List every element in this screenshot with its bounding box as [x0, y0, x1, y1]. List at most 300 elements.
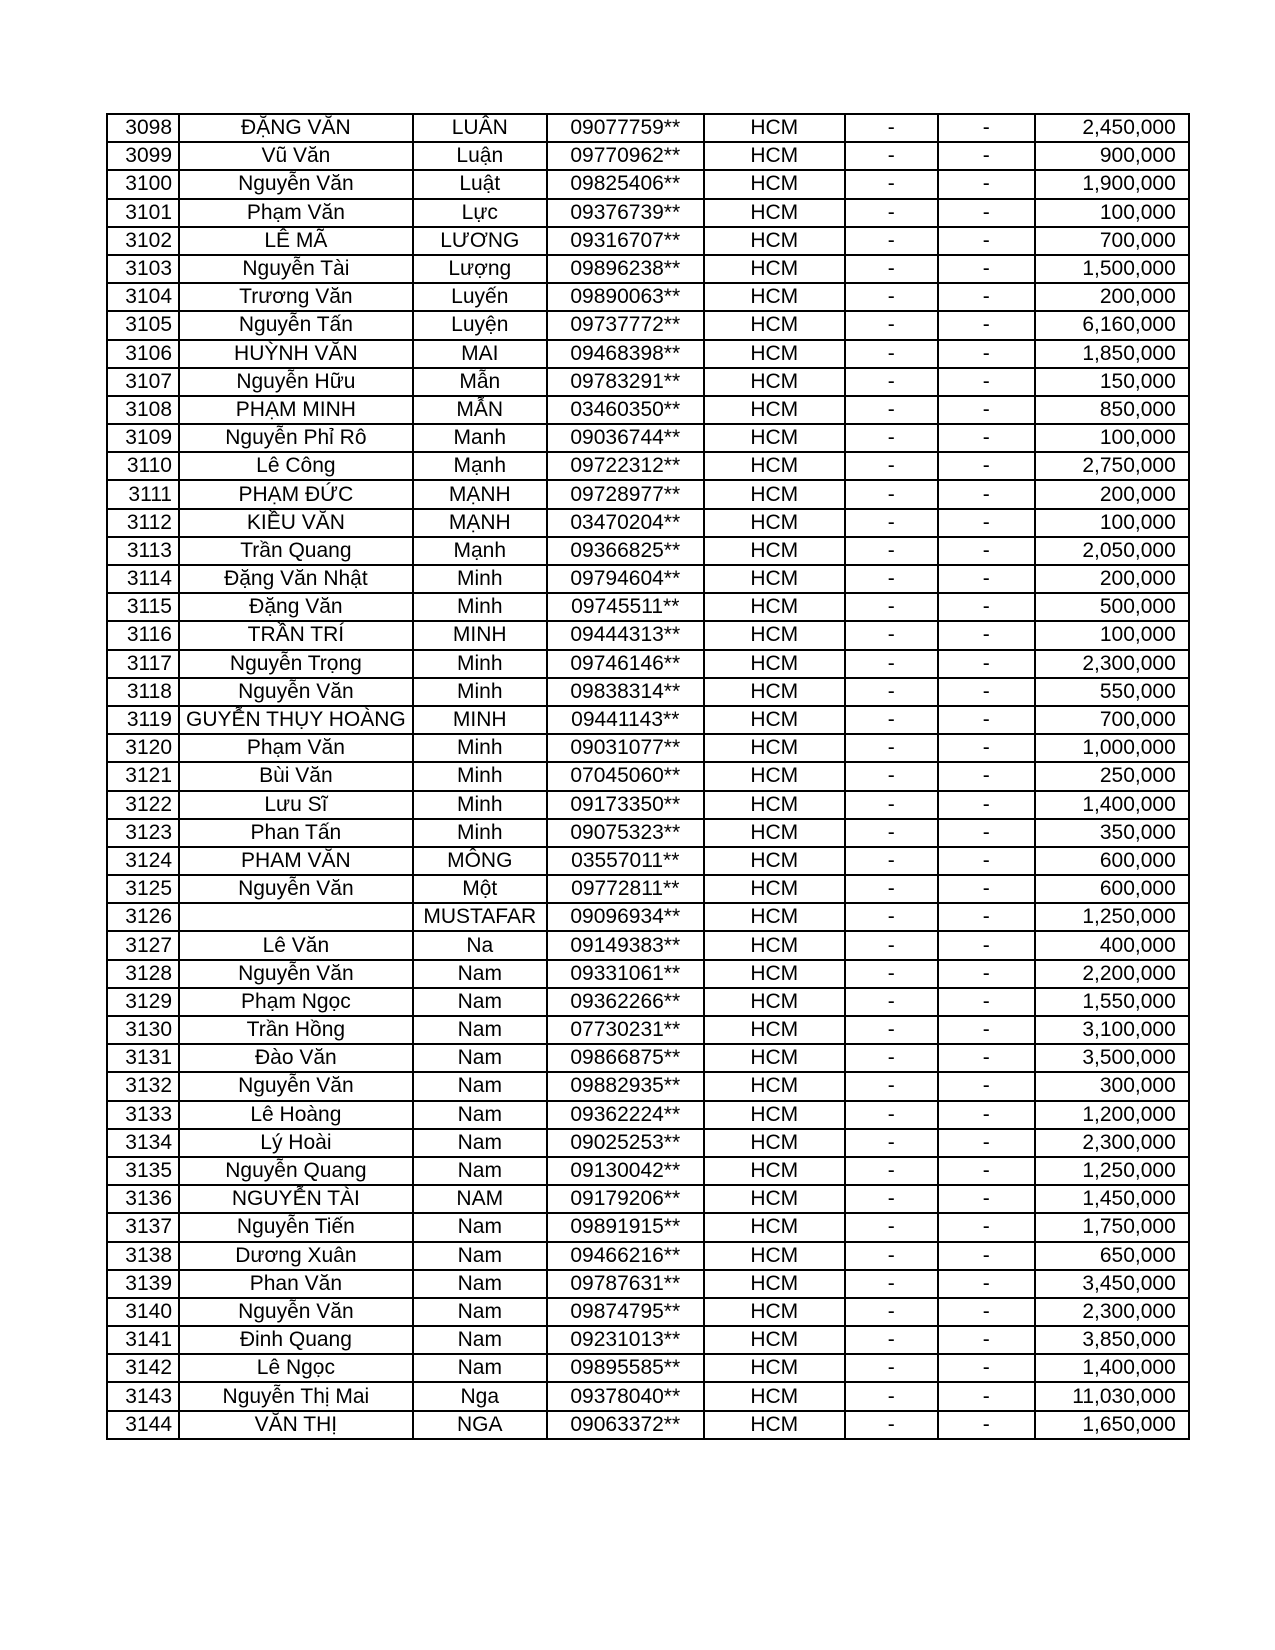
- city-cell: HCM: [704, 1382, 845, 1410]
- amount-cell: 1,750,000: [1035, 1213, 1189, 1241]
- phone-cell: 09468398**: [547, 340, 704, 368]
- first-name-cell: Nga: [413, 1382, 547, 1410]
- phone-cell: 09149383**: [547, 931, 704, 959]
- phone-cell: 09722312**: [547, 452, 704, 480]
- first-name-cell: MINH: [413, 621, 547, 649]
- table-row: [107, 452, 1189, 480]
- first-name-cell: MẠNH: [413, 480, 547, 508]
- row-number: 3124: [107, 847, 179, 875]
- first-name-cell: Mẫn: [413, 368, 547, 396]
- amount-cell: 2,750,000: [1035, 452, 1189, 480]
- row-number: 3102: [107, 227, 179, 255]
- first-name-cell: Minh: [413, 819, 547, 847]
- last-name-cell: Dương Xuân: [179, 1242, 413, 1270]
- dash-cell: -: [845, 480, 938, 508]
- dash-cell: -: [845, 1044, 938, 1072]
- dash-cell: -: [845, 931, 938, 959]
- table-row: [107, 424, 1189, 452]
- city-cell: HCM: [704, 1411, 845, 1439]
- phone-cell: 09376739**: [547, 199, 704, 227]
- dash-cell: -: [845, 706, 938, 734]
- table-row: [107, 819, 1189, 847]
- dash-cell: -: [938, 537, 1035, 565]
- last-name-cell: NGUYỄN TÀI: [179, 1185, 413, 1213]
- first-name-cell: NGA: [413, 1411, 547, 1439]
- dash-cell: -: [845, 1213, 938, 1241]
- phone-cell: 09063372**: [547, 1411, 704, 1439]
- amount-cell: 700,000: [1035, 706, 1189, 734]
- last-name-cell: Nguyễn Tấn: [179, 311, 413, 339]
- dash-cell: -: [845, 170, 938, 198]
- amount-cell: 100,000: [1035, 509, 1189, 537]
- dash-cell: -: [845, 593, 938, 621]
- table-row: [107, 931, 1189, 959]
- dash-cell: -: [938, 650, 1035, 678]
- row-number: 3105: [107, 311, 179, 339]
- dash-cell: -: [845, 819, 938, 847]
- row-number: 3132: [107, 1072, 179, 1100]
- table-row: [107, 1411, 1189, 1439]
- last-name-cell: Nguyễn Hữu: [179, 368, 413, 396]
- row-number: 3101: [107, 199, 179, 227]
- dash-cell: -: [845, 565, 938, 593]
- last-name-cell: Đặng Văn Nhật: [179, 565, 413, 593]
- phone-cell: 09077759**: [547, 114, 704, 142]
- table-row: [107, 593, 1189, 621]
- first-name-cell: Nam: [413, 1213, 547, 1241]
- first-name-cell: Luyến: [413, 283, 547, 311]
- amount-cell: 200,000: [1035, 565, 1189, 593]
- city-cell: HCM: [704, 1101, 845, 1129]
- city-cell: HCM: [704, 706, 845, 734]
- dash-cell: -: [845, 1157, 938, 1185]
- last-name-cell: GUYỄN THỤY HOÀNG: [179, 706, 413, 734]
- last-name-cell: HUỲNH VĂN: [179, 340, 413, 368]
- city-cell: HCM: [704, 988, 845, 1016]
- city-cell: HCM: [704, 903, 845, 931]
- city-cell: HCM: [704, 311, 845, 339]
- first-name-cell: Minh: [413, 762, 547, 790]
- row-number: 3120: [107, 734, 179, 762]
- city-cell: HCM: [704, 480, 845, 508]
- city-cell: HCM: [704, 931, 845, 959]
- dash-cell: -: [938, 142, 1035, 170]
- last-name-cell: Nguyễn Văn: [179, 170, 413, 198]
- dash-cell: -: [938, 791, 1035, 819]
- city-cell: HCM: [704, 1157, 845, 1185]
- first-name-cell: Lượng: [413, 255, 547, 283]
- row-number: 3122: [107, 791, 179, 819]
- phone-cell: 09746146**: [547, 650, 704, 678]
- city-cell: HCM: [704, 593, 845, 621]
- first-name-cell: Nam: [413, 1129, 547, 1157]
- last-name-cell: Trần Hồng: [179, 1016, 413, 1044]
- row-number: 3135: [107, 1157, 179, 1185]
- dash-cell: -: [938, 199, 1035, 227]
- table-row: [107, 988, 1189, 1016]
- dash-cell: -: [938, 903, 1035, 931]
- first-name-cell: LƯƠNG: [413, 227, 547, 255]
- dash-cell: -: [938, 1326, 1035, 1354]
- last-name-cell: ĐẶNG VĂN: [179, 114, 413, 142]
- row-number: 3104: [107, 283, 179, 311]
- amount-cell: 350,000: [1035, 819, 1189, 847]
- dash-cell: -: [938, 452, 1035, 480]
- table-row: [107, 903, 1189, 931]
- table-row: [107, 340, 1189, 368]
- row-number: 3140: [107, 1298, 179, 1326]
- amount-cell: 1,400,000: [1035, 791, 1189, 819]
- row-number: 3129: [107, 988, 179, 1016]
- city-cell: HCM: [704, 1016, 845, 1044]
- phone-cell: 09231013**: [547, 1326, 704, 1354]
- phone-cell: 09096934**: [547, 903, 704, 931]
- table-row: [107, 1213, 1189, 1241]
- phone-cell: 09025253**: [547, 1129, 704, 1157]
- dash-cell: -: [845, 1382, 938, 1410]
- table-row: [107, 650, 1189, 678]
- last-name-cell: Phan Tấn: [179, 819, 413, 847]
- city-cell: HCM: [704, 255, 845, 283]
- dash-cell: -: [845, 1185, 938, 1213]
- phone-cell: 09362224**: [547, 1101, 704, 1129]
- row-number: 3106: [107, 340, 179, 368]
- row-number: 3113: [107, 537, 179, 565]
- last-name-cell: LÊ MÃ: [179, 227, 413, 255]
- dash-cell: -: [938, 1242, 1035, 1270]
- amount-cell: 3,850,000: [1035, 1326, 1189, 1354]
- dash-cell: -: [845, 142, 938, 170]
- dash-cell: -: [938, 340, 1035, 368]
- dash-cell: -: [845, 199, 938, 227]
- table-row: [107, 1382, 1189, 1410]
- city-cell: HCM: [704, 762, 845, 790]
- amount-cell: 250,000: [1035, 762, 1189, 790]
- table-row: [107, 537, 1189, 565]
- amount-cell: 300,000: [1035, 1072, 1189, 1100]
- phone-cell: 03460350**: [547, 396, 704, 424]
- dash-cell: -: [938, 227, 1035, 255]
- amount-cell: 100,000: [1035, 199, 1189, 227]
- dash-cell: -: [938, 396, 1035, 424]
- row-number: 3115: [107, 593, 179, 621]
- table-row: [107, 875, 1189, 903]
- city-cell: HCM: [704, 114, 845, 142]
- dash-cell: -: [938, 480, 1035, 508]
- dash-cell: -: [938, 170, 1035, 198]
- city-cell: HCM: [704, 537, 845, 565]
- row-number: 3111: [107, 480, 179, 508]
- city-cell: HCM: [704, 1129, 845, 1157]
- first-name-cell: Luật: [413, 170, 547, 198]
- first-name-cell: Nam: [413, 1072, 547, 1100]
- phone-cell: 09728977**: [547, 480, 704, 508]
- last-name-cell: Lý Hoài: [179, 1129, 413, 1157]
- amount-cell: 2,450,000: [1035, 114, 1189, 142]
- table-row: [107, 227, 1189, 255]
- dash-cell: -: [938, 1185, 1035, 1213]
- table-row: [107, 170, 1189, 198]
- phone-cell: 09874795**: [547, 1298, 704, 1326]
- dash-cell: -: [938, 847, 1035, 875]
- phone-cell: 09838314**: [547, 678, 704, 706]
- last-name-cell: Nguyễn Trọng: [179, 650, 413, 678]
- last-name-cell: Nguyễn Tiến: [179, 1213, 413, 1241]
- first-name-cell: Nam: [413, 1157, 547, 1185]
- row-number: 3133: [107, 1101, 179, 1129]
- table-row: [107, 480, 1189, 508]
- last-name-cell: Nguyễn Phỉ Rô: [179, 424, 413, 452]
- table-row: [107, 678, 1189, 706]
- city-cell: HCM: [704, 565, 845, 593]
- phone-cell: 03557011**: [547, 847, 704, 875]
- table-row: [107, 1242, 1189, 1270]
- phone-cell: 09179206**: [547, 1185, 704, 1213]
- dash-cell: -: [938, 988, 1035, 1016]
- phone-cell: 09745511**: [547, 593, 704, 621]
- amount-cell: 1,250,000: [1035, 1157, 1189, 1185]
- dash-cell: -: [938, 114, 1035, 142]
- dash-cell: -: [845, 847, 938, 875]
- amount-cell: 2,300,000: [1035, 650, 1189, 678]
- table-body: [107, 114, 1189, 1439]
- last-name-cell: TRẦN TRÍ: [179, 621, 413, 649]
- phone-cell: 09772811**: [547, 875, 704, 903]
- amount-cell: 1,900,000: [1035, 170, 1189, 198]
- last-name-cell: Nguyễn Văn: [179, 1072, 413, 1100]
- table-row: [107, 706, 1189, 734]
- first-name-cell: MẠNH: [413, 509, 547, 537]
- first-name-cell: Manh: [413, 424, 547, 452]
- dash-cell: -: [938, 1382, 1035, 1410]
- phone-cell: 09825406**: [547, 170, 704, 198]
- dash-cell: -: [938, 762, 1035, 790]
- first-name-cell: LUÂN: [413, 114, 547, 142]
- city-cell: HCM: [704, 1185, 845, 1213]
- dash-cell: -: [938, 1101, 1035, 1129]
- city-cell: HCM: [704, 1270, 845, 1298]
- city-cell: HCM: [704, 1072, 845, 1100]
- dash-cell: -: [845, 1072, 938, 1100]
- last-name-cell: Nguyễn Văn: [179, 960, 413, 988]
- table-row: [107, 396, 1189, 424]
- phone-cell: 09378040**: [547, 1382, 704, 1410]
- phone-cell: 09737772**: [547, 311, 704, 339]
- row-number: 3117: [107, 650, 179, 678]
- dash-cell: -: [938, 1270, 1035, 1298]
- dash-cell: -: [845, 368, 938, 396]
- dash-cell: -: [845, 960, 938, 988]
- amount-cell: 2,200,000: [1035, 960, 1189, 988]
- row-number: 3131: [107, 1044, 179, 1072]
- last-name-cell: Lê Văn: [179, 931, 413, 959]
- dash-cell: -: [845, 621, 938, 649]
- city-cell: HCM: [704, 960, 845, 988]
- dash-cell: -: [938, 565, 1035, 593]
- dash-cell: -: [938, 875, 1035, 903]
- table-row: [107, 1298, 1189, 1326]
- last-name-cell: KIỀU VĂN: [179, 509, 413, 537]
- dash-cell: -: [938, 706, 1035, 734]
- phone-cell: 09130042**: [547, 1157, 704, 1185]
- last-name-cell: PHẠM ĐỨC: [179, 480, 413, 508]
- dash-cell: -: [938, 368, 1035, 396]
- table-row: [107, 114, 1189, 142]
- phone-cell: 09891915**: [547, 1213, 704, 1241]
- dash-cell: -: [938, 424, 1035, 452]
- dash-cell: -: [938, 509, 1035, 537]
- city-cell: HCM: [704, 509, 845, 537]
- row-number: 3130: [107, 1016, 179, 1044]
- city-cell: HCM: [704, 227, 845, 255]
- table-row: [107, 368, 1189, 396]
- first-name-cell: Na: [413, 931, 547, 959]
- row-number: 3128: [107, 960, 179, 988]
- first-name-cell: Minh: [413, 791, 547, 819]
- table-row: [107, 1101, 1189, 1129]
- city-cell: HCM: [704, 1242, 845, 1270]
- city-cell: HCM: [704, 1354, 845, 1382]
- city-cell: HCM: [704, 847, 845, 875]
- amount-cell: 3,500,000: [1035, 1044, 1189, 1072]
- last-name-cell: Lê Công: [179, 452, 413, 480]
- dash-cell: -: [938, 621, 1035, 649]
- row-number: 3136: [107, 1185, 179, 1213]
- table-row: [107, 1326, 1189, 1354]
- table-row: [107, 509, 1189, 537]
- amount-cell: 600,000: [1035, 847, 1189, 875]
- row-number: 3144: [107, 1411, 179, 1439]
- row-number: 3143: [107, 1382, 179, 1410]
- dash-cell: -: [845, 734, 938, 762]
- first-name-cell: MÔNG: [413, 847, 547, 875]
- amount-cell: 550,000: [1035, 678, 1189, 706]
- dash-cell: -: [845, 1016, 938, 1044]
- dash-cell: -: [938, 1354, 1035, 1382]
- amount-cell: 1,500,000: [1035, 255, 1189, 283]
- dash-cell: -: [845, 1270, 938, 1298]
- dash-cell: -: [938, 1129, 1035, 1157]
- first-name-cell: Nam: [413, 1354, 547, 1382]
- amount-cell: 3,100,000: [1035, 1016, 1189, 1044]
- row-number: 3119: [107, 706, 179, 734]
- dash-cell: -: [845, 283, 938, 311]
- last-name-cell: PHAM VĂN: [179, 847, 413, 875]
- dash-cell: -: [845, 509, 938, 537]
- row-number: 3142: [107, 1354, 179, 1382]
- dash-cell: -: [938, 1298, 1035, 1326]
- row-number: 3127: [107, 931, 179, 959]
- amount-cell: 1,650,000: [1035, 1411, 1189, 1439]
- data-table: [106, 113, 1190, 1440]
- amount-cell: 900,000: [1035, 142, 1189, 170]
- dash-cell: -: [845, 452, 938, 480]
- first-name-cell: Luyện: [413, 311, 547, 339]
- dash-cell: -: [845, 1298, 938, 1326]
- phone-cell: 09362266**: [547, 988, 704, 1016]
- table-row: [107, 960, 1189, 988]
- first-name-cell: Minh: [413, 593, 547, 621]
- amount-cell: 200,000: [1035, 480, 1189, 508]
- dash-cell: -: [938, 1044, 1035, 1072]
- last-name-cell: Vũ Văn: [179, 142, 413, 170]
- first-name-cell: Nam: [413, 988, 547, 1016]
- last-name-cell: Nguyễn Văn: [179, 1298, 413, 1326]
- table-row: [107, 199, 1189, 227]
- row-number: 3118: [107, 678, 179, 706]
- amount-cell: 1,550,000: [1035, 988, 1189, 1016]
- phone-cell: 09890063**: [547, 283, 704, 311]
- dash-cell: -: [938, 734, 1035, 762]
- amount-cell: 400,000: [1035, 931, 1189, 959]
- dash-cell: -: [938, 960, 1035, 988]
- row-number: 3107: [107, 368, 179, 396]
- dash-cell: -: [845, 988, 938, 1016]
- table-row: [107, 1129, 1189, 1157]
- first-name-cell: Minh: [413, 734, 547, 762]
- dash-cell: -: [938, 1411, 1035, 1439]
- table-row: [107, 847, 1189, 875]
- amount-cell: 11,030,000: [1035, 1382, 1189, 1410]
- amount-cell: 650,000: [1035, 1242, 1189, 1270]
- table-row: [107, 1044, 1189, 1072]
- city-cell: HCM: [704, 283, 845, 311]
- dash-cell: -: [845, 762, 938, 790]
- dash-cell: -: [845, 875, 938, 903]
- last-name-cell: Phạm Văn: [179, 734, 413, 762]
- dash-cell: -: [938, 819, 1035, 847]
- table-row: [107, 1016, 1189, 1044]
- last-name-cell: Nguyễn Văn: [179, 875, 413, 903]
- row-number: 3121: [107, 762, 179, 790]
- dash-cell: -: [845, 1101, 938, 1129]
- first-name-cell: Nam: [413, 960, 547, 988]
- city-cell: HCM: [704, 340, 845, 368]
- row-number: 3134: [107, 1129, 179, 1157]
- phone-cell: 07730231**: [547, 1016, 704, 1044]
- amount-cell: 2,300,000: [1035, 1298, 1189, 1326]
- row-number: 3123: [107, 819, 179, 847]
- first-name-cell: Nam: [413, 1044, 547, 1072]
- phone-cell: 09866875**: [547, 1044, 704, 1072]
- row-number: 3125: [107, 875, 179, 903]
- dash-cell: -: [845, 227, 938, 255]
- amount-cell: 2,300,000: [1035, 1129, 1189, 1157]
- row-number: 3100: [107, 170, 179, 198]
- amount-cell: 700,000: [1035, 227, 1189, 255]
- last-name-cell: Trương Văn: [179, 283, 413, 311]
- dash-cell: -: [938, 931, 1035, 959]
- first-name-cell: Mạnh: [413, 452, 547, 480]
- amount-cell: 200,000: [1035, 283, 1189, 311]
- last-name-cell: PHẠM MINH: [179, 396, 413, 424]
- table-row: [107, 142, 1189, 170]
- phone-cell: 09783291**: [547, 368, 704, 396]
- amount-cell: 1,250,000: [1035, 903, 1189, 931]
- phone-cell: 09770962**: [547, 142, 704, 170]
- row-number: 3116: [107, 621, 179, 649]
- dash-cell: -: [845, 311, 938, 339]
- table-row: [107, 791, 1189, 819]
- dash-cell: -: [938, 311, 1035, 339]
- table-row: [107, 762, 1189, 790]
- dash-cell: -: [938, 1072, 1035, 1100]
- phone-cell: 09331061**: [547, 960, 704, 988]
- table-row: [107, 734, 1189, 762]
- dash-cell: -: [938, 678, 1035, 706]
- table-row: [107, 1354, 1189, 1382]
- dash-cell: -: [845, 424, 938, 452]
